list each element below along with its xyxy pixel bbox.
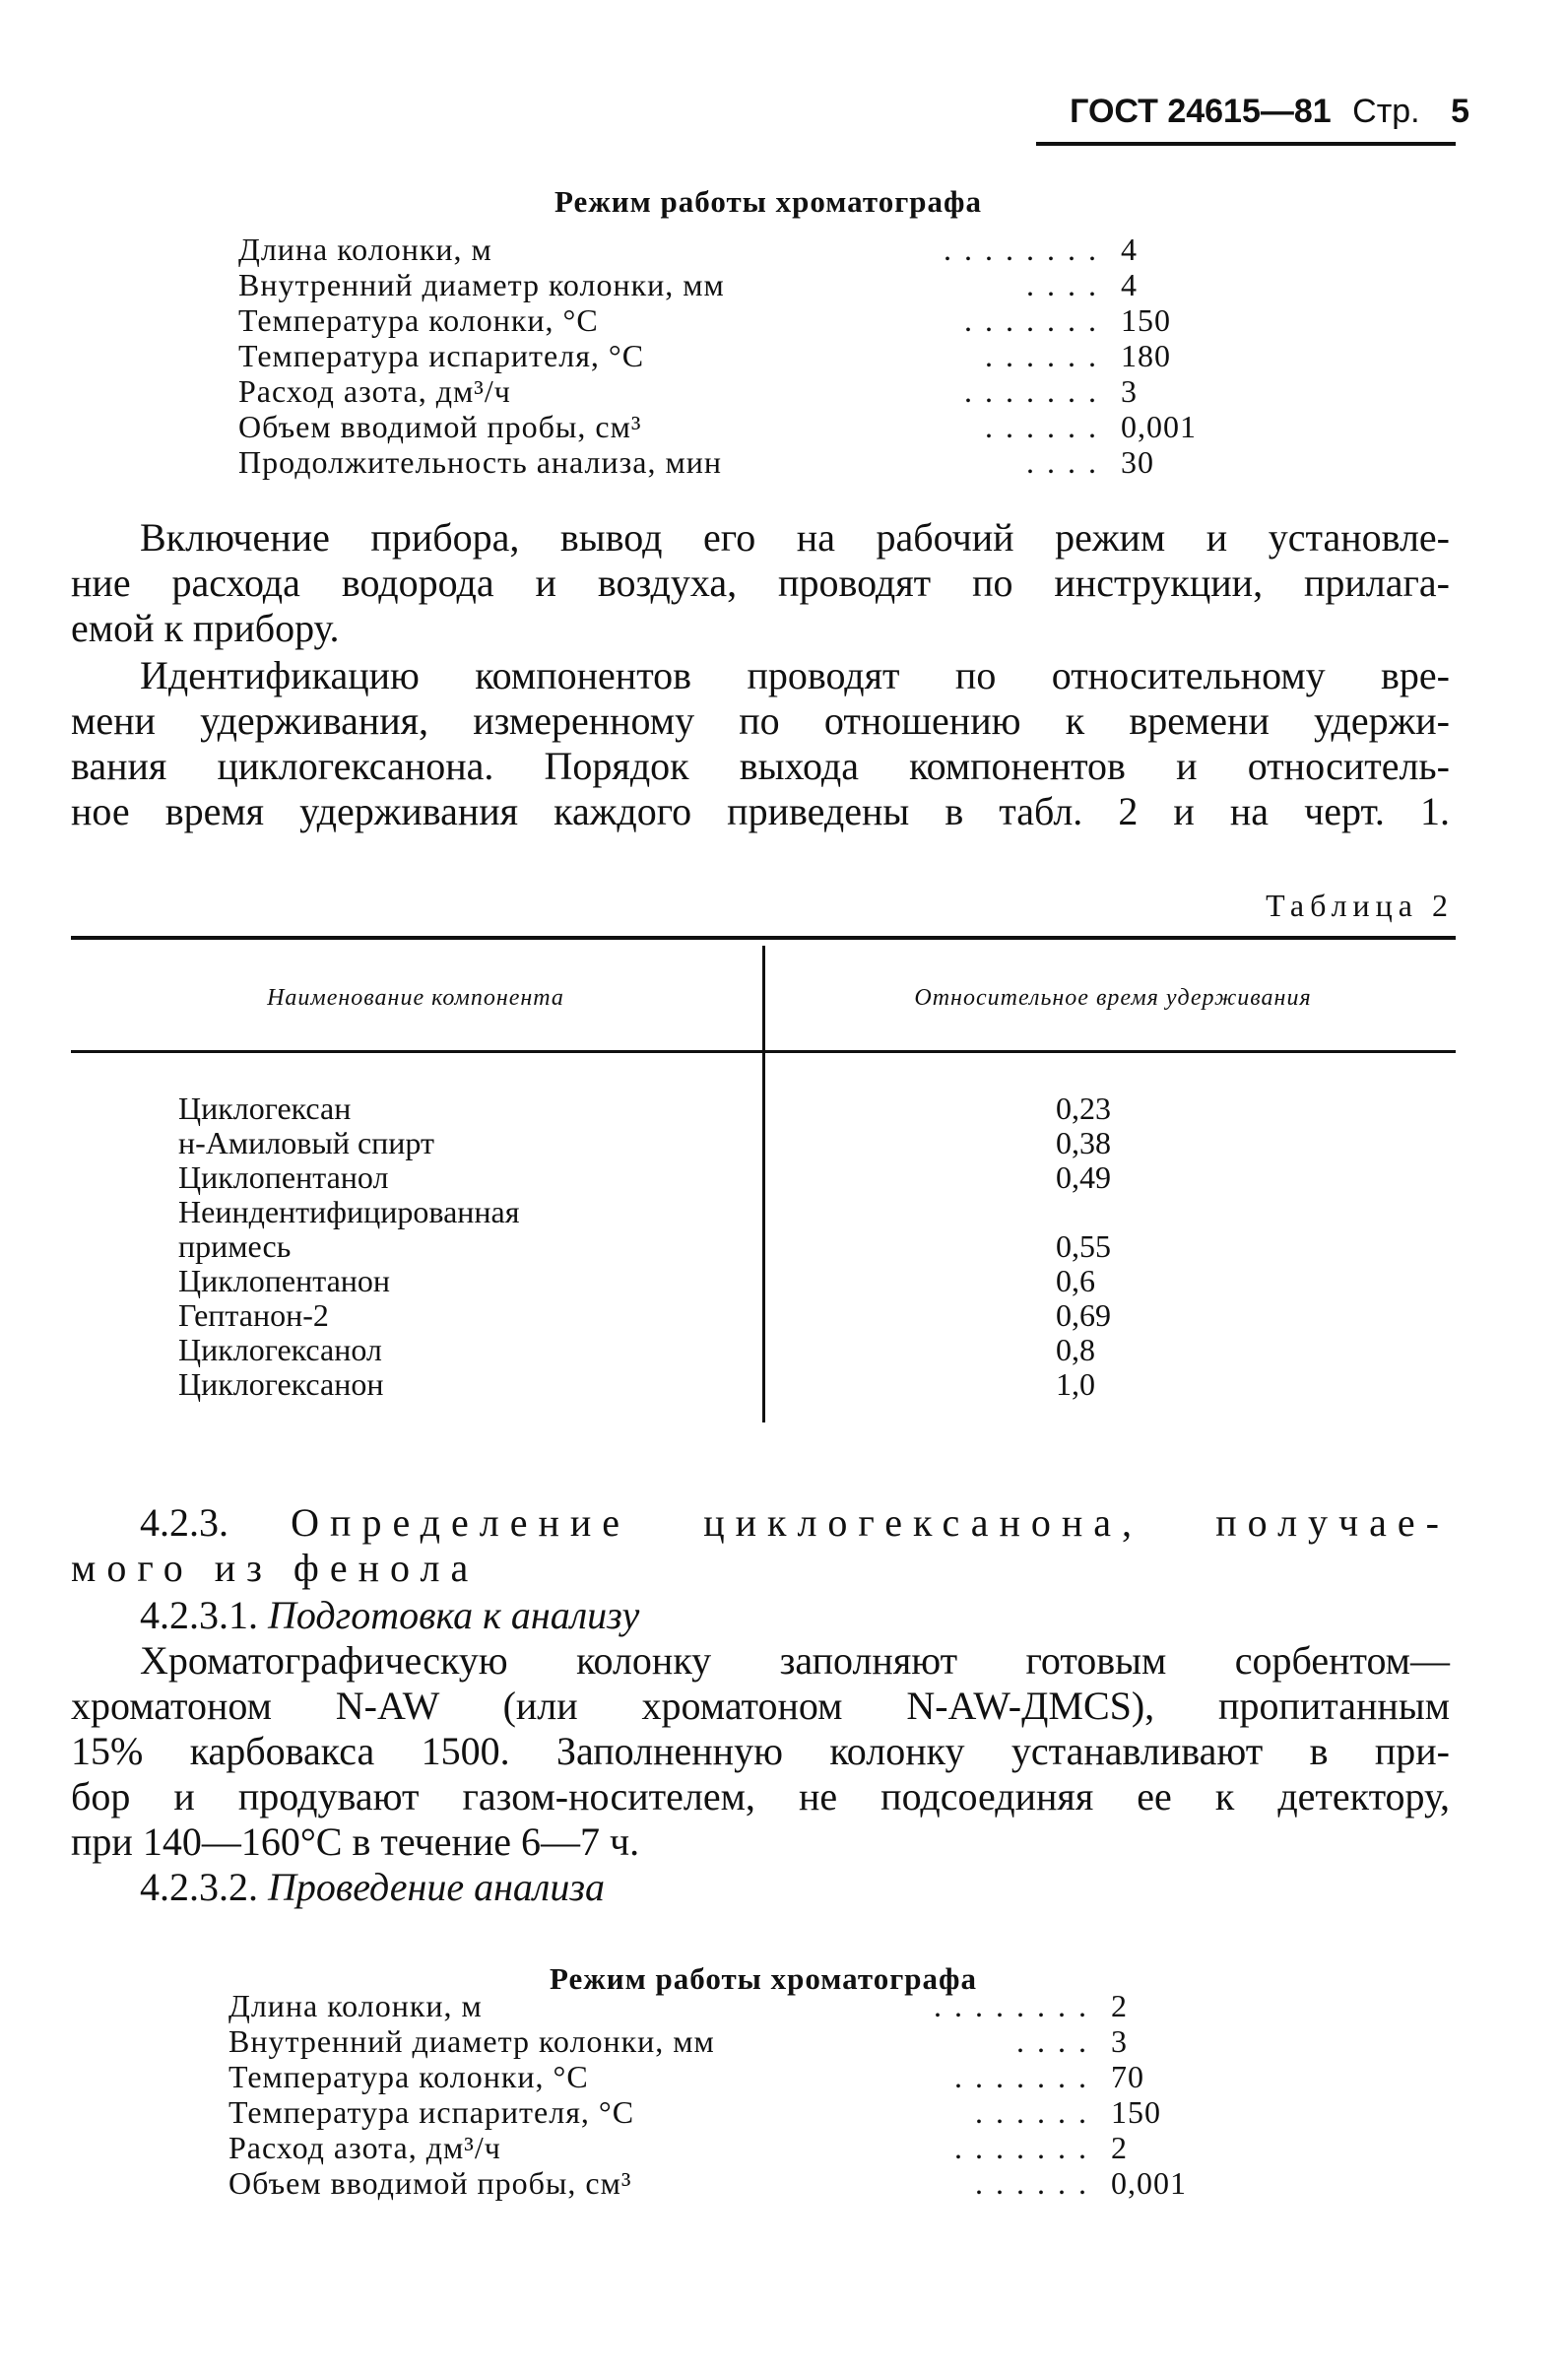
table-top-rule	[71, 936, 1456, 940]
mode-row-value: 3	[1121, 373, 1138, 409]
mode-row	[228, 2094, 1213, 2130]
mode-row-label: Продолжительность анализа, мин	[238, 444, 722, 480]
table-row-name: Циклогексанон	[178, 1366, 384, 1402]
mode-row-label: Объем вводимой пробы, см³	[238, 409, 642, 444]
paragraph-1-line: ние расхода водорода и воздуха, проводят по инструкции, прилага-	[71, 561, 1450, 605]
mode-row-label: Температура колонки, °С	[228, 2059, 589, 2094]
mode-row-leader-dots: ......	[975, 2094, 1099, 2130]
mode-row-value: 4	[1121, 231, 1138, 267]
subsection-2-number: 4.2.3.2.	[140, 1865, 258, 1909]
mode-row	[228, 2023, 1213, 2059]
paragraph-2-line: Идентификацию компонентов проводят по относительному вре-	[140, 653, 1450, 697]
table-row-value: 0,49	[1056, 1159, 1111, 1195]
table-row-value: 0,23	[1056, 1091, 1111, 1126]
section-title-line-2: мого из фенола	[71, 1546, 480, 1590]
mode-row	[228, 1988, 1213, 2023]
mode-row-label: Расход азота, дм³/ч	[238, 373, 511, 409]
paragraph-1	[71, 515, 1450, 651]
table-header-rule	[71, 1050, 1456, 1053]
mode-row-leader-dots: .......	[964, 302, 1109, 338]
table-row-name: Циклопентанол	[178, 1159, 389, 1195]
table-row-value: 0,69	[1056, 1297, 1111, 1333]
subsection-1-text	[71, 1638, 1450, 1865]
table-row-value: 0,38	[1056, 1125, 1111, 1160]
mode-row-value: 150	[1111, 2094, 1161, 2130]
mode-row-label: Внутренний диаметр колонки, мм	[228, 2023, 715, 2059]
paragraph-2-line: ное время удерживания каждого приведены в табл. 2 и на черт. 1.	[71, 789, 1450, 833]
table-header-retention: Относительное время удерживания	[914, 985, 1312, 1011]
mode-row-leader-dots: ....	[1026, 444, 1109, 480]
subsection-1-line: бор и продувают газом-носителем, не подсоединяя ее к детектору,	[71, 1774, 1450, 1818]
subsection-1-number: 4.2.3.1.	[140, 1593, 258, 1637]
mode-row-value: 2	[1111, 2130, 1128, 2165]
header-page-number: 5	[1451, 93, 1469, 130]
subsection-2-title: Проведение анализа	[268, 1865, 605, 1909]
paragraph-2-line: вания циклогексанона. Порядок выхода компонентов и относитель-	[71, 744, 1450, 788]
table-row-name: Гептанон-2	[178, 1297, 329, 1333]
mode-row-leader-dots: .......	[954, 2130, 1099, 2165]
mode-row-value: 150	[1121, 302, 1171, 338]
mode-row	[238, 373, 1223, 409]
header-page-label: Стр.	[1352, 93, 1420, 130]
table-row-name: Циклогексанол	[178, 1332, 382, 1367]
mode-row-leader-dots: ......	[975, 2165, 1099, 2201]
mode-row-value: 30	[1121, 444, 1154, 480]
table-row-name: Циклопентанон	[178, 1263, 391, 1298]
subsection-1-line: при 140—160°С в течение 6—7 ч.	[71, 1819, 640, 1864]
mode-row-label: Температура испарителя, °С	[238, 338, 645, 373]
mode1-title: Режим работы хроматографа	[554, 184, 982, 219]
table-column-divider	[762, 946, 765, 1422]
mode-row-leader-dots: .......	[964, 373, 1109, 409]
mode-row-label: Длина колонки, м	[238, 231, 492, 267]
mode-row-label: Расход азота, дм³/ч	[228, 2130, 501, 2165]
table-row-name: примесь	[178, 1228, 292, 1264]
subsection-2-heading-line	[71, 1865, 1450, 1910]
table-row-name: Циклогексан	[178, 1091, 352, 1126]
subsection-1-title: Подготовка к анализу	[268, 1593, 640, 1637]
mode-row-label: Температура колонки, °С	[238, 302, 599, 338]
subsection-1-line: Хроматографическую колонку заполняют готовым сорбентом—	[140, 1638, 1450, 1683]
subsection-1-heading-line	[71, 1593, 1450, 1638]
mode-row-label: Температура испарителя, °С	[228, 2094, 635, 2130]
paragraph-2-line: мени удерживания, измеренному по отношению к времени удержи-	[71, 698, 1450, 743]
mode-row	[238, 231, 1223, 267]
subsection-1-heading	[71, 1593, 1450, 1638]
mode-row-value: 2	[1111, 1988, 1128, 2023]
mode-row-value: 70	[1111, 2059, 1144, 2094]
mode-row	[238, 338, 1223, 373]
section-heading	[71, 1500, 1450, 1591]
section-heading-line	[71, 1500, 1450, 1546]
mode-row	[238, 267, 1223, 302]
subsection-1-line: хроматоном N-AW (или хроматоном N-AW-ДМCS), пропитанным	[71, 1684, 1450, 1728]
mode-row-value: 4	[1121, 267, 1138, 302]
table-caption: Таблица 2	[1266, 888, 1454, 923]
mode-row-label: Длина колонки, м	[228, 1988, 483, 2023]
mode-row-leader-dots: ....	[1026, 267, 1109, 302]
subsection-1-line: 15% карбовакса 1500. Заполненную колонку устанавливают в при-	[71, 1729, 1450, 1773]
mode-row	[228, 2059, 1213, 2094]
mode-row	[238, 409, 1223, 444]
mode-row-leader-dots: .......	[954, 2059, 1099, 2094]
mode-row-label: Внутренний диаметр колонки, мм	[238, 267, 725, 302]
mode-row-leader-dots: ......	[985, 338, 1109, 373]
mode-row-value: 180	[1121, 338, 1171, 373]
mode2-title: Режим работы хроматографа	[550, 1961, 977, 1996]
mode-row-value: 0,001	[1111, 2165, 1187, 2201]
mode-row-leader-dots: ........	[934, 1988, 1099, 2023]
mode-row-value: 0,001	[1121, 409, 1197, 444]
page-header	[1036, 93, 1469, 131]
section-title-line-1: Определение циклогексанона, получае-	[291, 1500, 1450, 1545]
paragraph-2	[71, 653, 1450, 834]
mode-row-leader-dots: ....	[1016, 2023, 1099, 2059]
mode-row	[228, 2165, 1213, 2201]
table-row-value: 1,0	[1056, 1366, 1095, 1402]
table-row-value: 0,6	[1056, 1263, 1095, 1298]
mode-row-leader-dots: ......	[985, 409, 1109, 444]
section-number: 4.2.3.	[140, 1500, 228, 1545]
table-row-value: 0,8	[1056, 1332, 1095, 1367]
mode-row-value: 3	[1111, 2023, 1128, 2059]
mode-row	[238, 302, 1223, 338]
subsection-2-heading	[71, 1865, 1450, 1910]
mode-row-leader-dots: ........	[944, 231, 1109, 267]
header-rule	[1036, 142, 1456, 146]
table-row-name: н-Амиловый спирт	[178, 1125, 434, 1160]
table-row-name: Неиндентифицированная	[178, 1194, 520, 1229]
mode-row	[228, 2130, 1213, 2165]
table-header-component: Наименование компонента	[267, 985, 564, 1011]
paragraph-1-line: Включение прибора, вывод его на рабочий режим и установле-	[140, 515, 1450, 560]
table-row-value: 0,55	[1056, 1228, 1111, 1264]
header-doc-number: ГОСТ 24615—81	[1070, 93, 1332, 130]
mode-row-label: Объем вводимой пробы, см³	[228, 2165, 632, 2201]
mode-row	[238, 444, 1223, 480]
paragraph-1-line: емой к прибору.	[71, 606, 340, 650]
